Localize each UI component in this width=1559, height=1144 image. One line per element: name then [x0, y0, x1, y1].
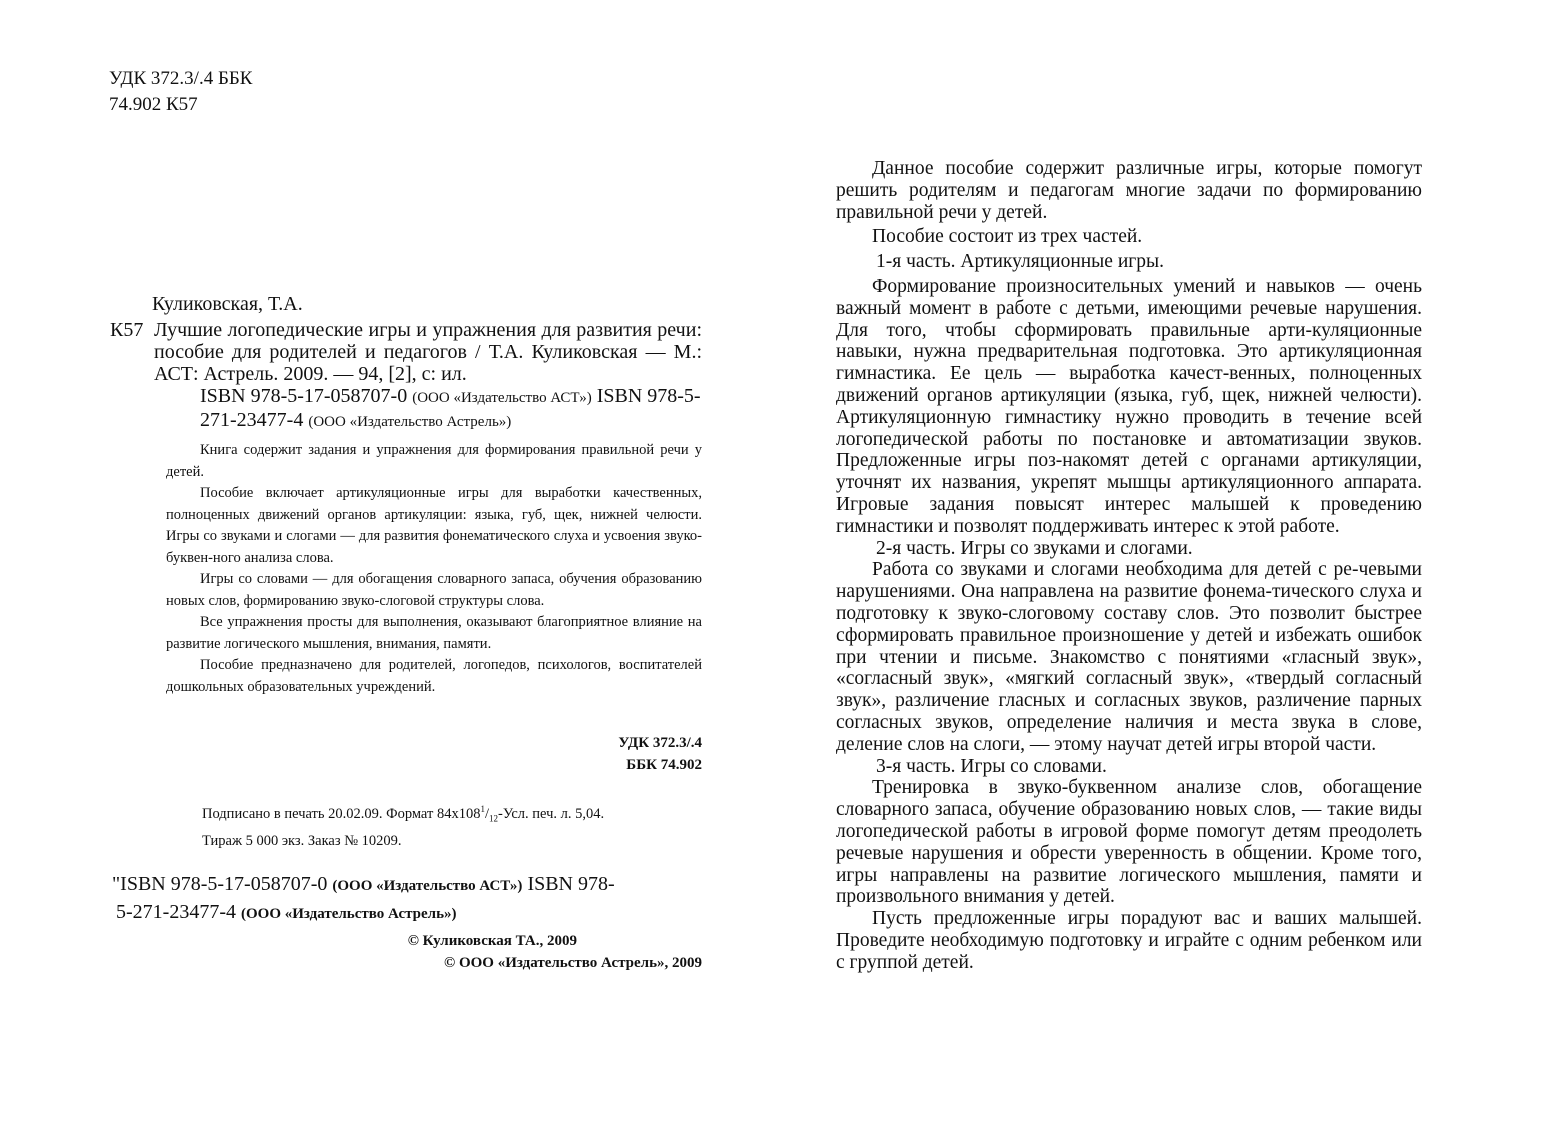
preface-paragraph: Пусть предложенные игры порадуют вас и ваших малышей. Проведите необходимую подготовку и играйте с одним ребенком или с группой детей. [836, 908, 1422, 973]
catalog-isbn-2: ISBN 978-5-271-23477-4 [200, 385, 701, 431]
print-info-line: Подписано в печать 20.02.09. Формат $84х108^1/_{12}$-Усл. печ. л. 5,04. [202, 804, 605, 824]
isbn-bottom-1: "ISBN 978-5-17-058707-0 [112, 873, 328, 895]
catalog-publisher-1: (ООО «Издательство АСТ») [412, 390, 592, 406]
print-sheets-text: -Усл. печ. л. 5,04. [497, 805, 605, 822]
section-heading: 2-я часть. Игры со звуками и слогами. [876, 537, 1193, 559]
annotation-paragraph: Все упражнения просты для выполнения, оказывают благоприятное влияние на развитие логического мышления, внимания, памяти. [166, 614, 702, 652]
copyright-author: © Куликовская ТА., 2009 [407, 933, 577, 949]
isbn-bottom-3: 5-271-23477-4 [116, 901, 236, 923]
print-format-text: Подписано в печать 20.02.09. Формат 84х108 [202, 805, 481, 822]
section-heading: 3-я часть. Игры со словами. [876, 755, 1107, 777]
isbn-bottom-publisher-2: (ООО «Издательство Астрель») [240, 906, 457, 922]
catalog-publisher-2: (ООО «Издательство Астрель») [308, 414, 512, 430]
annotation [166, 440, 702, 698]
annotation-paragraph: Игры со словами — для обогащения словарного запаса, обучения образованию новых слов, формированию звуко-слоговой структуры слова. [166, 571, 702, 609]
isbn-bottom-publisher-1: (ООО «Издательство АСТ») [332, 878, 523, 894]
print-info [166, 798, 702, 852]
preface-paragraph: Работа со звуками и слогами необходима для детей с ре-чевыми нарушениями. Она направлена на развитие фонема-тического слуха и подготовку к звуко-слоговому составу слов. Это позволит быстрее сформировать правильное произношение у детей и избежать ошибок при чтении и письме. Знакомство с понятиями «гласный звук», «согласный звук», «мягкий согласный звук», «твердый согласный звук», различение гласных и согласных звуков, различение парных согласных звуков, определение наличия и места звука в слове, деление слов на слоги, — этому научат детей игры второй части. [836, 559, 1422, 755]
author-heading: Куликовская, Т.А. [152, 293, 303, 315]
classification-header: УДК 372.3/.4 ББК 74.902 К57 [109, 68, 253, 115]
right-page [780, 0, 1559, 1144]
annotation-paragraph: Пособие предназначено для родителей, логопедов, психологов, воспитателей дошкольных образовательных учреждений. [166, 657, 702, 695]
isbn-bottom-2: ISBN 978- [527, 873, 615, 895]
bbk-code: ББК 74.902 [626, 757, 702, 773]
preface-paragraph: Тренировка в звуко-буквенном анализе слов, обогащение словарного запаса, обучение образованию новых слов, — такие виды логопедической работы в игровой форме помогут детям преодолеть речевые нарушения и обрести уверенность в общении. Кроме того, игры направлены на развитие логического мышления, памяти и произвольного внимания у детей. [836, 777, 1422, 908]
catalog-title: Лучшие логопедические игры и упражнения для развития речи: пособие для родителей и педагогов / Т.А. Куликовская — М.: АСТ: Астрель. 2009. — 94, [2], с: ил. [154, 319, 702, 385]
preface-paragraph: Данное пособие содержит различные игры, которые помогут решить родителям и педагогам многие задачи по формированию правильной речи у детей. [836, 158, 1422, 223]
catalog-isbn-1: ISBN 978-5-17-058707-0 [200, 385, 408, 407]
section-heading: 1-я часть. Артикуляционные игры. [876, 251, 1164, 273]
isbn-bottom-block [112, 871, 702, 927]
copyright-block [380, 930, 702, 974]
udk-bbk-block [480, 732, 702, 776]
catalog-isbn [200, 385, 702, 433]
catalog-code: К57 [110, 319, 144, 341]
catalog-entry [110, 319, 702, 433]
preface-paragraph: Пособие состоит из трех частей. [872, 226, 1143, 248]
print-format-sup: 1 [480, 804, 485, 814]
annotation-paragraph: Пособие включает артикуляционные игры для выработки качественных, полноценных движений органов артикуляции: языка, губ, щек, нижней челюсти. Игры со звуками и слогами — для развития фонематического слуха и усвоения звуко-буквен-ного анализа слова. [166, 485, 702, 566]
copyright-publisher: © ООО «Издательство Астрель», 2009 [444, 955, 702, 971]
print-format-sub: 12 [488, 813, 498, 824]
udk-code: УДК 372.3/.4 [618, 735, 702, 751]
preface-text [836, 158, 1422, 973]
isbn-bottom-line-2 [112, 899, 702, 927]
preface-paragraph: Формирование произносительных умений и навыков — очень важный момент в работе с детьми, имеющими речевые нарушения. Для того, чтобы сформировать правильные арти-куляционные навыки, нужна предварительная подготовка. Это артикуляционная гимнастика. Ее цель — выработка качест-венных, полноценных движений органов артикуляции (языка, губ, щек, нижней челюсти). Артикуляционную гимнастику нужно проводить в течение всей логопедической работы по постановке и автоматизации звуков. Предложенные игры поз-накомят детей с органами артикуляции, уточнят их названия, укрепят мышцы артикуляционного аппарата. Игровые задания повысят интерес малышей к проведению гимнастики и позволят поддерживать интерес к этой работе. [836, 275, 1422, 537]
isbn-bottom-line-1 [112, 871, 702, 899]
print-run-line: Тираж 5 000 экз. Заказ № 10209. [202, 832, 402, 849]
annotation-paragraph: Книга содержит задания и упражнения для формирования правильной речи у детей. [166, 442, 702, 480]
